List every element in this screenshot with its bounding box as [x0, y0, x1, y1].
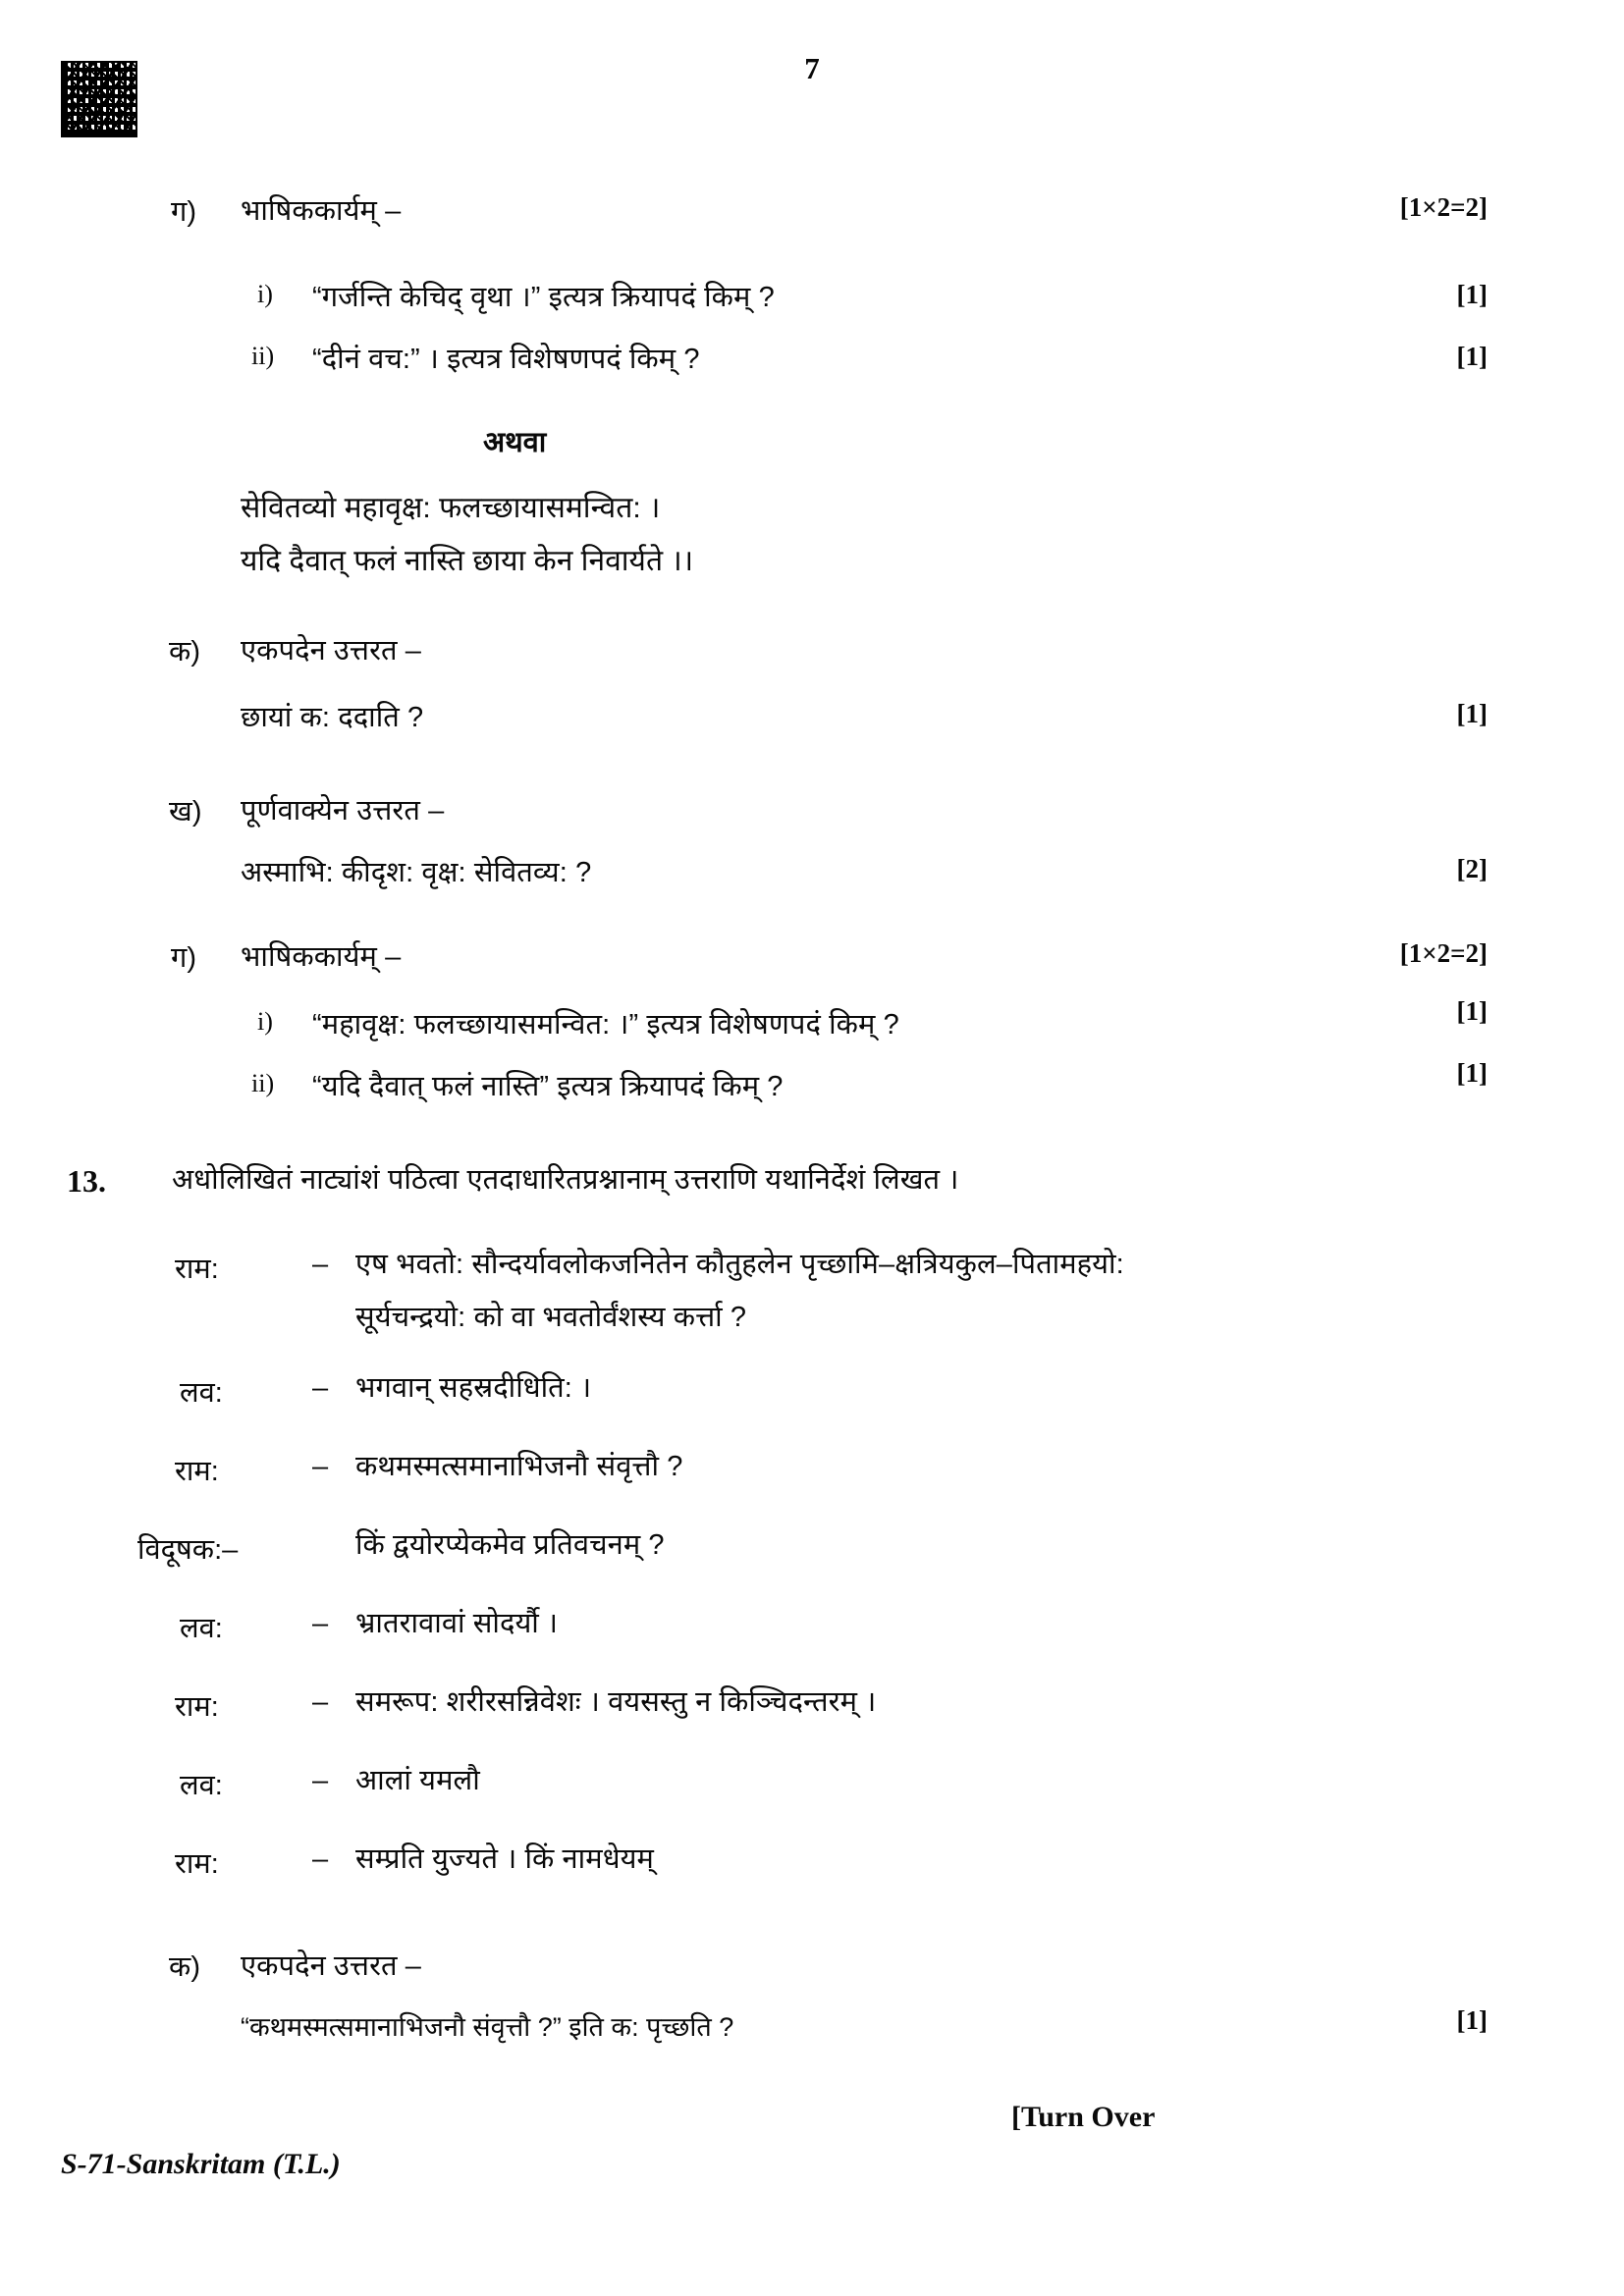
part-label-ka-q13: क) [169, 1951, 201, 1983]
dialogue-line: सूर्यचन्द्रयो: को वा भवतोर्वंशस्य कर्त्ता ? [355, 1302, 747, 1333]
marks-ga-second: [1×2=2] [1399, 938, 1488, 968]
dialogue-speaker: राम: [175, 1848, 219, 1880]
part-text-kha: पूर्णवाक्येन उत्तरत – [241, 795, 445, 827]
dialogue-line: आलां यमलौ [355, 1765, 480, 1796]
dialogue-speaker: विदूषक:– [137, 1534, 239, 1566]
question-number-13: 13. [67, 1163, 106, 1199]
marks-item-ii: [1] [1456, 342, 1488, 371]
dialogue-line: भ्रातरावावां सोदर्यौ । [355, 1608, 559, 1639]
part-label-ga-second: ग) [171, 942, 197, 974]
item-text-ii-2: “यदि दैवात् फलं नास्ति” इत्यत्र क्रियापदं किम् ? [312, 1071, 784, 1102]
marks-item-ii-2: [1] [1456, 1058, 1488, 1088]
part-text-ka-q13: एकपदेन उत्तरत – [241, 1950, 422, 1982]
athava-label: अथवा [483, 427, 547, 458]
part-text-ka: एकपदेन उत्तरत – [241, 635, 422, 667]
item-num-ii: ii) [251, 342, 275, 370]
dialogue-speaker: राम: [175, 1254, 219, 1285]
marks-item-i-2: [1] [1456, 996, 1488, 1026]
marks-ga-first: [1×2=2] [1399, 192, 1488, 222]
marks-ka-q13: [1] [1456, 2005, 1488, 2035]
item-text-ii: “दीनं वच:” । इत्यत्र विशेषणपदं किम् ? [312, 344, 700, 375]
page-number: 7 [804, 51, 820, 85]
item-text-i-2: “महावृक्ष: फलच्छायासमन्वित: ।” इत्यत्र विशेषणपदं किम् ? [312, 1009, 899, 1041]
dialogue-dash: – [312, 1686, 329, 1718]
dialogue-dash: – [312, 1249, 329, 1280]
item-num-i: i) [257, 280, 273, 308]
marks-ka: [1] [1456, 699, 1488, 728]
verse-line-1: सेवितव्यो महावृक्ष: फलच्छायासमन्वित: । [241, 492, 661, 524]
dialogue-dash: – [312, 1608, 329, 1639]
question-kha: अस्माभि: कीदृश: वृक्ष: सेवितव्य: ? [241, 857, 592, 888]
question-ka: छायां क: ददाति ? [241, 702, 424, 733]
dialogue-line: कथमस्मत्समानाभिजनौ संवृत्तौ ? [355, 1451, 683, 1482]
verse-line-2: यदि दैवात् फलं नास्ति छाया केन निवार्यते ।। [241, 545, 694, 577]
question-ka-q13: “कथमस्मत्समानाभिजनौ संवृत्तौ ?” इति क: पृच्छति ? [241, 2012, 734, 2042]
item-num-ii-2: ii) [251, 1069, 275, 1097]
dialogue-dash: – [312, 1451, 329, 1482]
dialogue-line: किं द्वयोरप्येकमेव प्रतिवचनम् ? [355, 1529, 665, 1561]
part-label-kha: ख) [169, 796, 202, 828]
dialogue-line: एष भवतो: सौन्दर्यावलोकजनितेन कौतुहलेन पृच्छामि–क्षत्रियकुल–पितामहयो: [355, 1249, 1124, 1280]
dialogue-dash: – [312, 1765, 329, 1796]
dialogue-dash: – [312, 1843, 329, 1875]
part-label-ka: क) [169, 636, 201, 667]
part-text-ga-first: भाषिककार्यम् – [241, 195, 402, 227]
part-label-ga-first: ग) [171, 196, 197, 228]
paper-code-footer: S-71-Sanskritam (T.L.) [61, 2148, 341, 2180]
dialogue-dash: – [312, 1372, 329, 1404]
dialogue-speaker: लव: [180, 1613, 223, 1644]
dialogue-line: सम्प्रति युज्यते । किं नामधेयम् [355, 1843, 655, 1875]
item-text-i: “गर्जन्ति केचिद् वृथा ।” इत्यत्र क्रियापदं किम् ? [312, 282, 775, 313]
marks-kha: [2] [1456, 854, 1488, 883]
turn-over-footer: [Turn Over [1011, 2101, 1156, 2133]
dialogue-speaker: राम: [175, 1691, 219, 1723]
dialogue-speaker: लव: [180, 1377, 223, 1409]
dialogue-speaker: लव: [180, 1770, 223, 1801]
marks-item-i: [1] [1456, 280, 1488, 309]
dialogue-line: समरूप: शरीरसन्निवेशः । वयसस्तु न किञ्चिदन्तरम् । [355, 1686, 877, 1718]
dialogue-speaker: राम: [175, 1456, 219, 1487]
item-num-i-2: i) [257, 1007, 273, 1036]
question-13-prompt: अधोलिखितं नाट्यांशं पठित्वा एतदाधारितप्रश्नानाम् उत्तराणि यथानिर्देशं लिखत । [172, 1164, 959, 1196]
dialogue-line: भगवान् सहस्रदीधिति: । [355, 1372, 592, 1404]
part-text-ga-second: भाषिककार्यम् – [241, 941, 402, 973]
